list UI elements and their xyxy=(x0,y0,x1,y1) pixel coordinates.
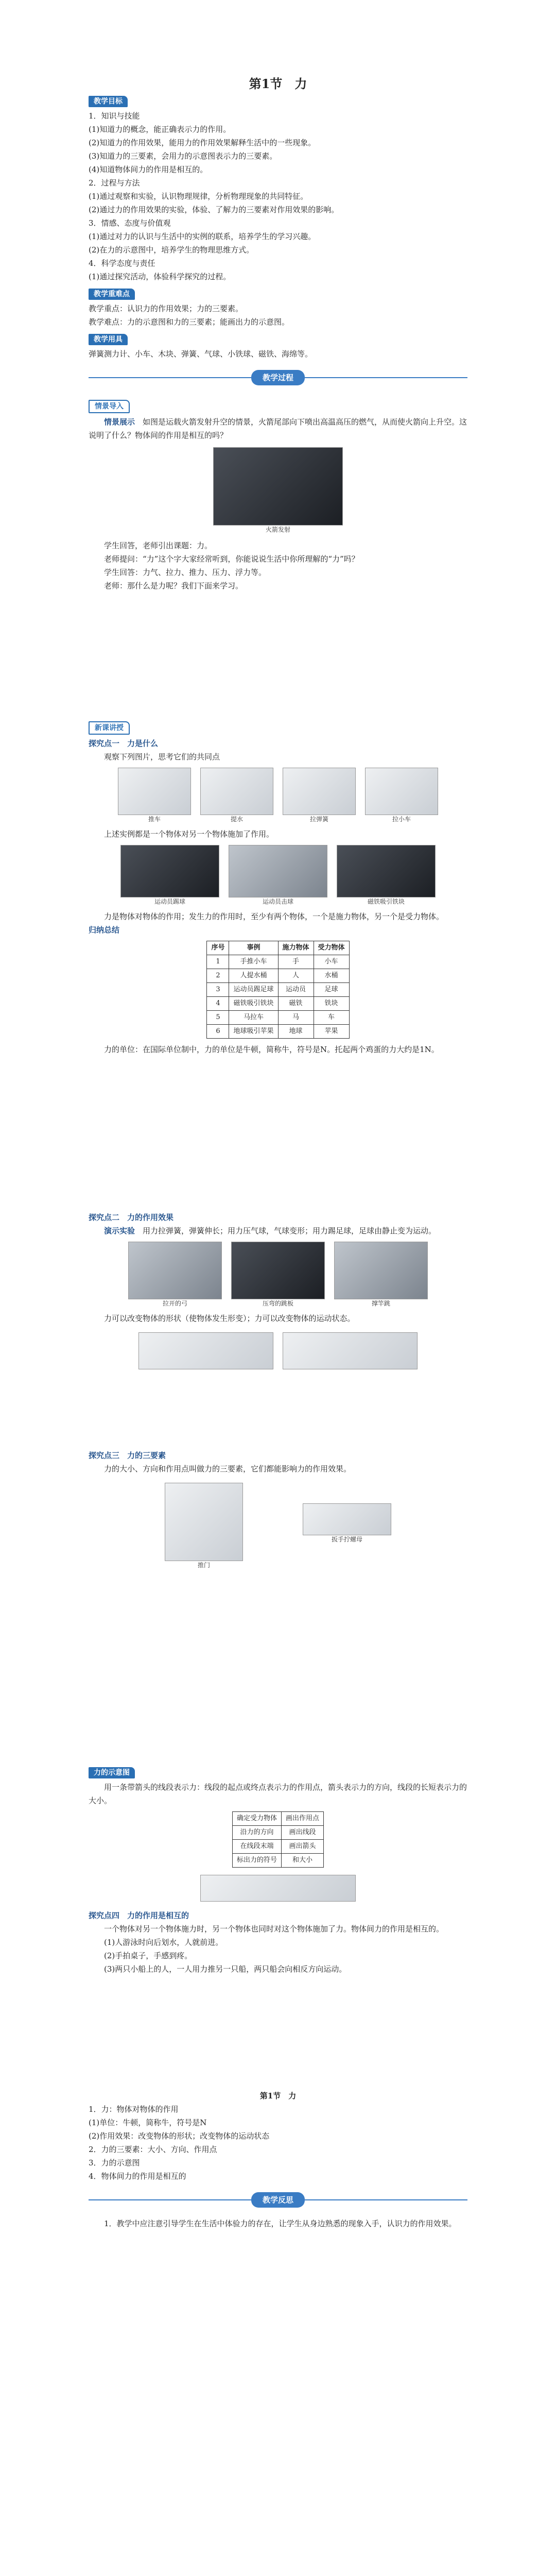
wrench-diagram xyxy=(303,1503,391,1535)
pull-cart-image xyxy=(365,768,438,815)
table-cell: 小车 xyxy=(314,955,349,969)
table-row xyxy=(207,1011,349,1025)
cart-diagram-row xyxy=(89,1332,467,1369)
key-difficulty: 教学难点：力的示意图和力的三要素；能画出力的示意图。 xyxy=(89,317,290,327)
image-caption: 推门 xyxy=(197,1562,210,1569)
table-cell: 1 xyxy=(207,955,229,969)
force-arrow-diagram xyxy=(200,1875,356,1902)
table-header-cell: 施力物体 xyxy=(278,941,314,955)
process-banner xyxy=(89,369,467,386)
goal-line: 1．知识与技能 xyxy=(89,111,140,121)
table-cell: 马 xyxy=(278,1011,314,1025)
obs-title: 观察下列图片，思考它们的共同点 xyxy=(104,752,220,761)
goal-line: (1)通过探究活动，体验科学探究的过程。 xyxy=(89,272,231,281)
reflection-line: 1．教学中应注意引导学生在生活中体验力的存在，让学生从身边熟悉的现象入手，认识力的作用效果。 xyxy=(104,2219,457,2228)
force-diagram-row xyxy=(89,1875,467,1902)
section-tag-goals: 教学目标 xyxy=(89,96,128,107)
section-tag-diagram: 力的示意图 xyxy=(89,1767,135,1778)
key-point: 教学重点：认识力的作用效果；力的三要素。 xyxy=(89,304,244,313)
image-caption: 拉开的弓 xyxy=(162,1300,187,1307)
dialog-line: 老师提问：“力”这个字大家经常听到，你能说说生活中你所理解的“力”吗？ xyxy=(104,554,359,564)
table-cell: 画出作用点 xyxy=(282,1812,324,1826)
table-cell: 手 xyxy=(278,955,314,969)
force-examples-table xyxy=(206,941,349,1039)
image-row-1 xyxy=(89,768,467,823)
table-cell: 马拉车 xyxy=(229,1011,278,1025)
board-item: (2)作用效果：改变物体的形状；改变物体的运动状态 xyxy=(89,2131,270,2141)
magnet-photo xyxy=(337,845,436,897)
table-header-cell: 受力物体 xyxy=(314,941,349,955)
kick-ball-photo xyxy=(120,845,219,897)
goal-line: (2)在力的示意图中，培养学生的物理思维方式。 xyxy=(89,245,254,255)
image-caption: 压弯的跳板 xyxy=(262,1300,293,1307)
goal-line: (1)通过对力的认识与生活中的实例的联系，培养学生的学习兴趣。 xyxy=(89,232,316,241)
reflection-banner-label: 教学反思 xyxy=(251,2192,305,2208)
table-cell: 确定受力物体 xyxy=(232,1812,281,1826)
pole-vault-photo xyxy=(334,1242,428,1299)
intro-title: 情景展示 xyxy=(104,417,135,427)
table-cell: 人 xyxy=(278,969,314,983)
exp-text: 用力拉弹簧，弹簧伸长；用力压气球，气球变形；用力踢足球，足球由静止变为运动。 xyxy=(143,1226,437,1235)
table-row xyxy=(207,1025,349,1039)
table-cell: 地球 xyxy=(278,1025,314,1039)
board-item: 4．物体间力的作用是相互的 xyxy=(89,2172,186,2181)
table-row xyxy=(207,969,349,983)
table-row xyxy=(207,983,349,997)
section3-title: 探究点三 力的三要素 xyxy=(89,1451,166,1460)
steps-table xyxy=(232,1811,324,1868)
table-row xyxy=(207,955,349,969)
section-tag-key: 教学重难点 xyxy=(89,289,135,300)
section-tag-new: 新课讲授 xyxy=(89,721,130,735)
goal-line: (4)知道物体间力的作用是相互的。 xyxy=(89,165,208,174)
board-item: 3．力的示意图 xyxy=(89,2158,140,2167)
image-caption: 运动员击球 xyxy=(262,898,293,905)
table-cell: 3 xyxy=(207,983,229,997)
intro-question: 学生回答，老师引出课题：力。 xyxy=(104,541,213,550)
table-cell: 4 xyxy=(207,997,229,1011)
table-header-cell: 事例 xyxy=(229,941,278,955)
diagram-text: 用一条带箭头的线段表示力：线段的起点或终点表示力的作用点，箭头表示力的方向，线段的长短表示力的大小。 xyxy=(89,1783,467,1805)
table-cell: 水桶 xyxy=(314,969,349,983)
table-cell: 2 xyxy=(207,969,229,983)
mutual-example: (1)人游泳时向后划水，人就前进。 xyxy=(104,1938,223,1947)
unit-text: 力的单位：在国际单位制中，力的单位是牛顿，简称牛，符号是N。托起两个鸡蛋的力大约是1N。 xyxy=(104,1045,439,1054)
lift-bucket-image xyxy=(200,768,273,815)
table-cell: 5 xyxy=(207,1011,229,1025)
table-cell: 标出力的符号 xyxy=(232,1854,281,1868)
image-caption: 扳手拧螺母 xyxy=(331,1536,362,1543)
goal-line: 2．过程与方法 xyxy=(89,178,140,188)
analysis-2: 力是物体对物体的作用；发生力的作用时，至少有两个物体，一个是施力物体，另一个是受力物体。 xyxy=(104,912,444,921)
document-column xyxy=(89,77,467,2576)
cart-diagram-right xyxy=(283,1332,418,1369)
diving-board-photo xyxy=(231,1242,325,1299)
push-cart-image xyxy=(118,768,191,815)
pull-spring-image xyxy=(283,768,356,815)
page-title: 第1节 力 xyxy=(249,76,307,91)
board-item: 2．力的三要素：大小、方向、作用点 xyxy=(89,2145,217,2154)
image-caption: 拉小车 xyxy=(392,816,411,823)
goal-line: 4．科学态度与责任 xyxy=(89,259,155,268)
section-tag-prep: 教学用具 xyxy=(89,334,128,345)
image-caption: 推车 xyxy=(148,816,161,823)
goal-line: 3．情感、态度与价值观 xyxy=(89,218,171,228)
image-row-2 xyxy=(89,845,467,906)
section4-title: 探究点四 力的作用是相互的 xyxy=(89,1911,189,1920)
table-cell: 地球吸引苹果 xyxy=(229,1025,278,1039)
prep-text: 弹簧测力计、小车、木块、弹簧、气球、小铁球、磁铁、海绵等。 xyxy=(89,349,313,359)
table-header-cell: 序号 xyxy=(207,941,229,955)
mutual-example: (3)两只小船上的人，一人用力推另一只船，两只船会向相反方向运动。 xyxy=(104,1964,347,1974)
table-title: 归纳总结 xyxy=(89,925,120,935)
analysis-1: 上述实例都是一个物体对另一个物体施加了作用。 xyxy=(104,829,274,839)
rocket-caption: 火箭发射 xyxy=(265,526,290,533)
board-title: 第1节 力 xyxy=(259,2091,297,2100)
door-diagram xyxy=(165,1483,243,1561)
image-caption: 运动员踢球 xyxy=(154,898,185,905)
goal-line: (1)通过观察和实验，认识物理规律，分析物理现象的共同特征。 xyxy=(89,192,308,201)
goals-list xyxy=(89,109,467,283)
table-header-row xyxy=(207,941,349,955)
goal-line: (2)知道力的作用效果，能用力的作用效果解释生活中的一些现象。 xyxy=(89,138,316,147)
rocket-launch-photo xyxy=(213,447,343,526)
table-cell: 画出线段 xyxy=(282,1826,324,1840)
intro-text: 如图是运载火箭发射升空的情景，火箭尾部向下喷出高温高压的燃气，从而使火箭向上升空。这说明了什么？物体间的作用是相互的吗？ xyxy=(89,417,467,440)
mutual-text: 一个物体对另一个物体施力时，另一个物体也同时对这个物体施加了力。物体间力的作用是相互的。 xyxy=(104,1924,444,1934)
board-item: 1．力：物体对物体的作用 xyxy=(89,2105,179,2114)
table-cell: 运动员 xyxy=(278,983,314,997)
table-cell: 苹果 xyxy=(314,1025,349,1039)
hit-ball-photo xyxy=(229,845,327,897)
image-row-3 xyxy=(89,1242,467,1308)
table-cell: 沿力的方向 xyxy=(232,1826,281,1840)
section2-title: 探究点二 力的作用效果 xyxy=(89,1213,174,1222)
table-cell: 磁铁 xyxy=(278,997,314,1011)
mutual-example: (2)手拍桌子，手感到疼。 xyxy=(104,1951,193,1960)
effect-summary: 力可以改变物体的形状（使物体发生形变）；力可以改变物体的运动状态。 xyxy=(104,1314,355,1323)
exp-title: 演示实验 xyxy=(104,1226,135,1235)
table-cell: 手推小车 xyxy=(229,955,278,969)
table-cell: 铁块 xyxy=(314,997,349,1011)
table-row xyxy=(232,1854,323,1868)
table-cell: 人提水桶 xyxy=(229,969,278,983)
image-caption: 提水 xyxy=(230,816,243,823)
reflection-banner xyxy=(89,2191,467,2209)
door-wrench-row xyxy=(89,1483,467,1569)
table-row xyxy=(232,1840,323,1854)
cart-diagram-left xyxy=(138,1332,273,1369)
dialog-line: 学生回答：力气、拉力、推力、压力、浮力等。 xyxy=(104,568,267,577)
process-banner-label: 教学过程 xyxy=(251,370,305,385)
table-cell: 足球 xyxy=(314,983,349,997)
table-cell: 画出箭头 xyxy=(282,1840,324,1854)
table-cell: 和大小 xyxy=(282,1854,324,1868)
table-row xyxy=(232,1812,323,1826)
table-cell: 6 xyxy=(207,1025,229,1039)
section-tag-intro: 情景导入 xyxy=(89,400,130,413)
goal-line: (3)知道力的三要素，会用力的示意图表示力的三要素。 xyxy=(89,151,277,161)
bow-photo xyxy=(128,1242,222,1299)
three-elements-text: 力的大小、方向和作用点叫做力的三要素，它们都能影响力的作用效果。 xyxy=(104,1464,352,1473)
table-cell: 在线段末端 xyxy=(232,1840,281,1854)
blackboard-design xyxy=(89,2089,467,2183)
table-cell: 车 xyxy=(314,1011,349,1025)
image-caption: 拉弹簧 xyxy=(309,816,328,823)
image-caption: 磁铁吸引铁块 xyxy=(367,898,405,905)
section1-title: 探究点一 力是什么 xyxy=(89,739,159,748)
goal-line: (2)通过力的作用效果的实验，体验、了解力的三要素对作用效果的影响。 xyxy=(89,205,339,214)
board-item: (1)单位：牛顿，简称牛，符号是N xyxy=(89,2118,207,2127)
table-cell: 磁铁吸引铁块 xyxy=(229,997,278,1011)
dialog-line: 老师：那什么是力呢？我们下面来学习。 xyxy=(104,581,244,590)
table-row xyxy=(207,997,349,1011)
goal-line: (1)知道力的概念，能正确表示力的作用。 xyxy=(89,125,231,134)
image-caption: 撑竿跳 xyxy=(371,1300,390,1307)
table-row xyxy=(232,1826,323,1840)
table-cell: 运动员踢足球 xyxy=(229,983,278,997)
